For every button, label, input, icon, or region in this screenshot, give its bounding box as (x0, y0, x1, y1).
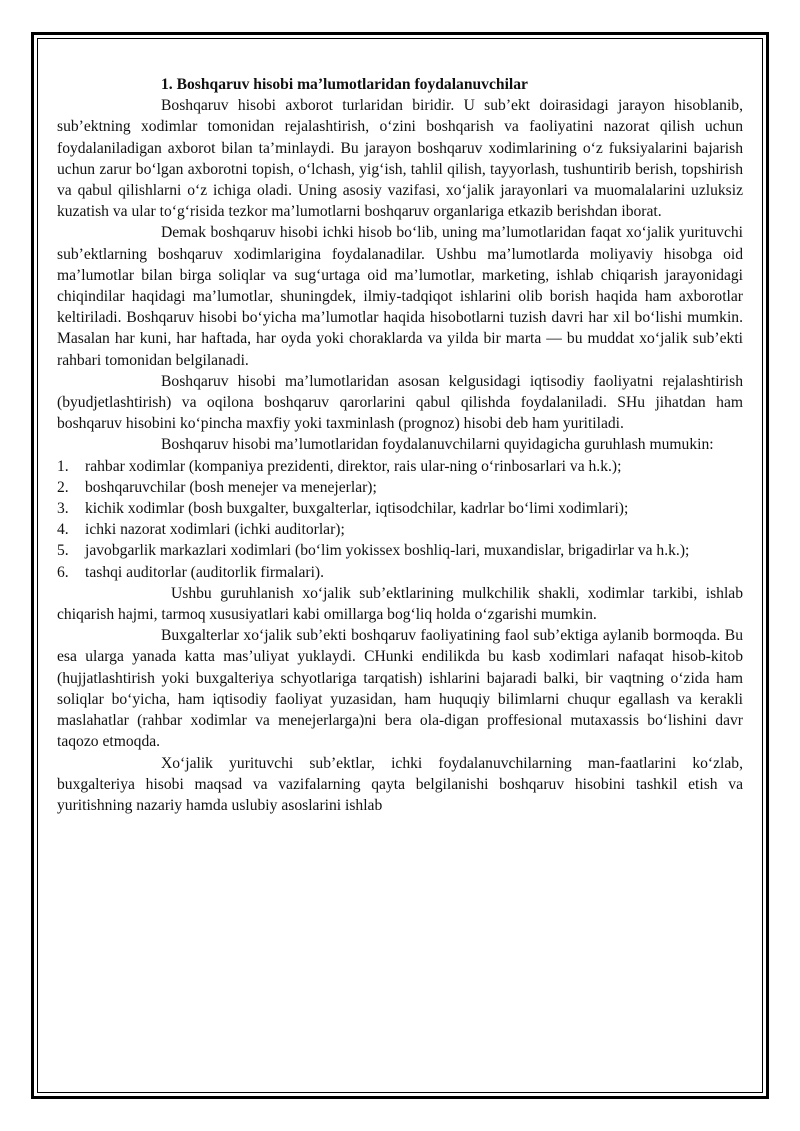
list-item-text: rahbar xodimlar (kompaniya prezidenti, direktor, rais ular-ning o‘rinbosarlari va h.k.); (85, 457, 622, 475)
paragraph: Demak boshqaruv hisobi ichki hisob bo‘lib, uning ma’lumotlaridan faqat xo‘jalik yurituvchi sub’ektlarning boshqaruv xodimlarigina foydalanadilar. Ushbu ma’lumotlarda moliyaviy hisobga oid ma’lumotlar bilan birga soliqlar va sug‘urtaga oid ma’lumotlar, marketing, ishlab chiqarish jarayonidagi chiqindilar haqidagi ma’lumotlar, shuningdek, ilmiy-tadqiqot ishlarini olib borish haqida ham axborotlar keltiriladi. Boshqaruv hisobi bo‘yicha ma’lumotlar haqida hisobotlarni tuzish davri har xil bo‘lishi mumkin. Masalan har kuni, har haftada, har oyda yoki choraklarda va yilda bir marta — bu muddat xo‘jalik sub’ekti rahbari tomonidan belgilanadi. (57, 224, 743, 369)
paragraph: Boshqaruv hisobi ma’lumotlaridan foydalanuvchilarni quyidagicha guruhlash mumukin: (161, 436, 714, 454)
list-item (57, 498, 743, 519)
list-item-text: tashqi auditorlar (auditorlik firmalari). (85, 563, 325, 581)
list-number: 2. (57, 478, 69, 496)
paragraph: Boshqaruv hisobi axborot turlaridan biridir. U sub’ekt doirasidagi jarayon hisoblanib, sub’ektning xodimlar tomonidan rejalashtirish, o‘zini boshqarish va faoliyatini nazorat qilish uchun foydalaniladigan axborot bilan ta’minlaydi. Bu jarayon boshqaruv xodimlarining o‘z fuksiyalarini bajarish uchun zarur bo‘lgan axborotni topish, o‘lchash, yig‘ish, tahlil qilish, tayyorlash, tushuntirib berish, topshirish va qabul qilishlarni o‘z ichiga oladi. Uning asosiy vazifasi, xo‘jalik jarayonlari va muomalalarini uzluksiz kuzatish va ular to‘g‘risida tezkor ma’lumotlarni boshqaruv organlariga etkazib berishdan iborat. (57, 97, 743, 221)
paragraph: Boshqaruv hisobi ma’lumotlaridan asosan kelgusidagi iqtisodiy faoliyatni rejalashtirish (byudjetlashtirish) va oqilona boshqaruv qarorlarini qabul qilishda foydalaniladi. SHu jihatdan ham boshqaruv hisobini ko‘pincha maxfiy yoki taxminlash (prognoz) hisobi deb ham yuritiladi. (57, 372, 743, 433)
paragraph: Ushbu guruhlanish xo‘jalik sub’ektlarining mulkchilik shakli, xodimlar tarkibi, ishlab chiqarish hajmi, tarmoq xususiyatlari kabi omillarga bog‘liq holda o‘zgarishi mumkin. (57, 584, 743, 624)
paragraph: Xo‘jalik yurituvchi sub’ektlar, ichki foydalanuvchilarning man-faatlarini ko‘zlab, buxgalteriya hisobi maqsad va vazifalarning qayta belgilanishi boshqaruv hisobini tashkil etish va yuritishning nazariy hamda uslubiy asoslarini ishlab (57, 754, 743, 814)
list-item (57, 540, 743, 561)
user-groups-list (57, 456, 743, 583)
list-item (57, 477, 743, 498)
list-number: 5. (57, 542, 69, 560)
paragraph: Buxgalterlar xo‘jalik sub’ekti boshqaruv faoliyatining faol sub’ektiga aylanib bormoqda. Bu esa ularga yanada katta mas’uliyat yuklaydi. CHunki endilikda bu kasb xodimlari nafaqat hisob-kitob (hujjatlashtirish yoki buxgalteriya schyotlariga tarqatish) ishlarini bajaradi balki, bir vaqtning o‘zida ham soliqlar bo‘yicha, ham iqtisodiy faoliyat yuzasidan, ham huquqiy bilimlarni chuqur egallash va kerakli maslahatlar (rahbar xodimlar va menejerlarga)ni bera ola-digan proffesional mutaxassis bo‘lishini davr taqozo etmoqda. (57, 627, 743, 751)
list-item (57, 562, 743, 583)
list-number: 6. (57, 563, 69, 581)
list-item-text: boshqaruvchilar (bosh menejer va menejerlar); (85, 478, 377, 496)
list-item-text: javobgarlik markazlari xodimlari (bo‘lim yokissex boshliq-lari, muxandislar, brigadirlar va h.k.); (85, 542, 690, 560)
list-number: 4. (57, 521, 69, 539)
list-number: 1. (57, 457, 69, 475)
document-body (57, 74, 743, 816)
section-heading: 1. Boshqaruv hisobi ma’lumotlaridan foydalanuvchilar (161, 76, 528, 93)
list-item (57, 456, 743, 477)
list-number: 3. (57, 500, 69, 518)
list-item (57, 519, 743, 540)
list-item-text: kichik xodimlar (bosh buxgalter, buxgalterlar, iqtisodchilar, kadrlar bo‘limi xodimlari); (85, 500, 629, 518)
list-item-text: ichki nazorat xodimlari (ichki auditorlar); (85, 521, 345, 539)
